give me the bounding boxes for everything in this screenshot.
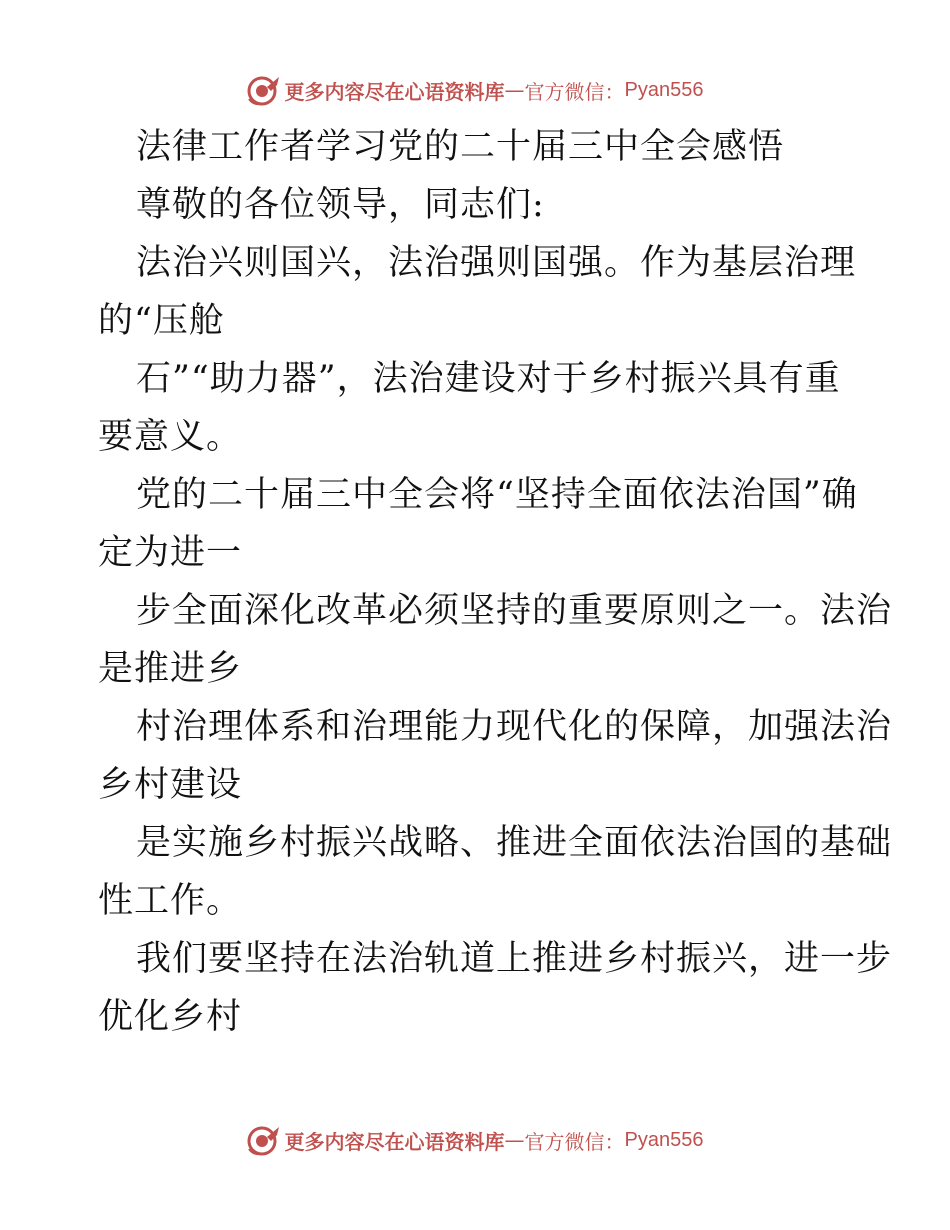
header-banner — [0, 70, 950, 110]
banner-wechat-label: 官方微信： — [524, 79, 625, 104]
document-title: 法律工作者学习党的二十届三中全会感悟 — [136, 127, 785, 167]
paragraph-line: 乡村建设 — [98, 765, 243, 805]
banner-dash: — — [504, 1128, 525, 1152]
footer-banner — [0, 1120, 950, 1160]
paragraph-line: 是推进乡 — [98, 649, 243, 689]
paragraph-line: 党的二十届三中全会将“坚持全面依法治国”确 — [136, 475, 858, 515]
paragraph-line: 性工作。 — [98, 881, 243, 921]
salutation: 尊敬的各位领导，同志们: — [136, 185, 545, 225]
paragraph-line: 村治理体系和治理能力现代化的保障，加强法治 — [136, 707, 893, 747]
paragraph-line: 石”“助力器”，法治建设对于乡村振兴具有重 — [136, 359, 841, 399]
banner-brand-text: 更多内容尽在心语资料库 — [284, 79, 505, 104]
paragraph-line: 定为进一 — [98, 533, 243, 573]
banner-dash: — — [504, 78, 525, 102]
paragraph-line: 要意义。 — [98, 417, 243, 457]
paragraph-line: 步全面深化改革必须坚持的重要原则之一。法治 — [136, 591, 893, 631]
paragraph-line: 的“压舱 — [98, 301, 225, 341]
pen-nib-logo-icon — [247, 73, 281, 107]
paragraph-line: 我们要坚持在法治轨道上推进乡村振兴，进一步 — [136, 939, 893, 979]
document-body — [98, 118, 893, 1046]
banner-brand-text: 更多内容尽在心语资料库 — [284, 1129, 505, 1154]
banner-wechat-id: Pyan556 — [624, 78, 704, 101]
paragraph-line: 优化乡村 — [98, 997, 243, 1037]
paragraph-line: 是实施乡村振兴战略、推进全面依法治国的基础 — [136, 823, 893, 863]
banner-wechat-id: Pyan556 — [624, 1128, 704, 1151]
paragraph-line: 法治兴则国兴，法治强则国强。作为基层治理 — [136, 243, 857, 283]
pen-nib-logo-icon — [247, 1123, 281, 1157]
banner-wechat-label: 官方微信： — [524, 1129, 625, 1154]
